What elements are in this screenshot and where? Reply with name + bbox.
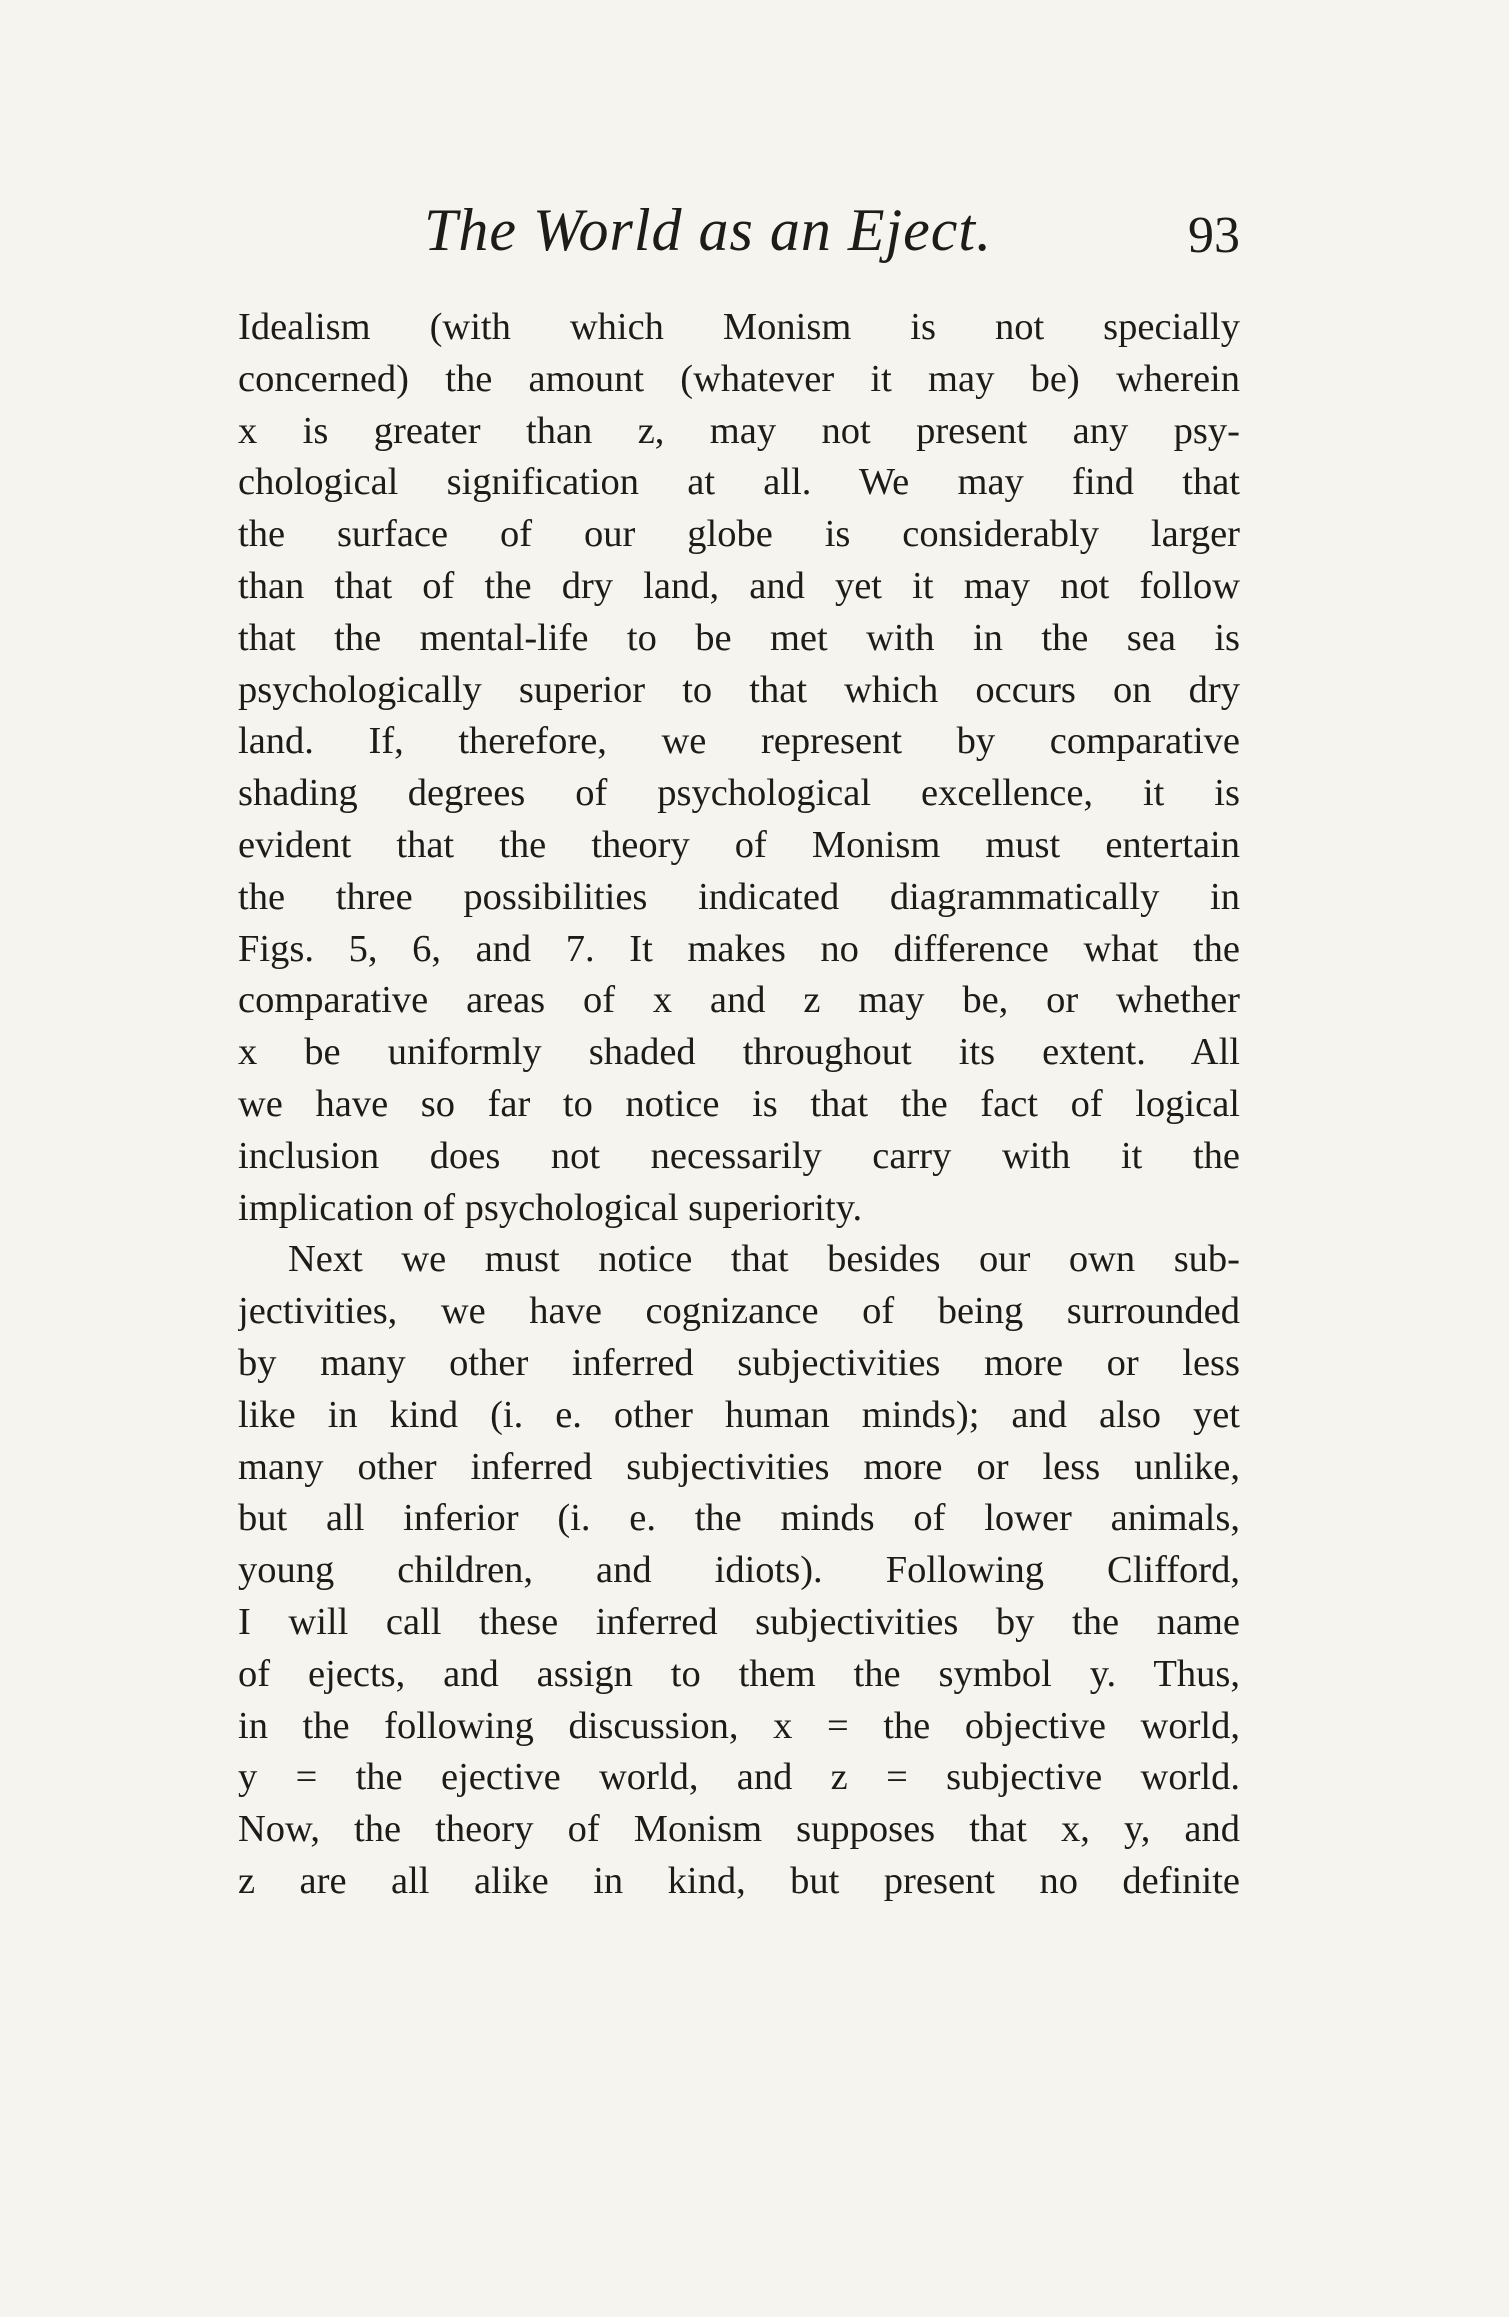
text-line: the surface of our globe is considerably larger (238, 513, 1240, 556)
paragraph-2 (238, 1234, 1240, 1907)
text-line: implication of psychological superiority. (238, 1186, 863, 1229)
text-line: Now, the theory of Monism supposes that x, y, and (238, 1808, 1240, 1851)
text-line: we have so far to notice is that the fact of logical (238, 1082, 1240, 1125)
paragraph-1 (238, 302, 1240, 1234)
text-line: inclusion does not necessarily carry with it the (238, 1134, 1240, 1177)
text-line: comparative areas of x and z may be, or whether (238, 979, 1240, 1022)
text-line: jectivities, we have cognizance of being surrounded (238, 1290, 1240, 1333)
text-line: Figs. 5, 6, and 7. It makes no difference what the (238, 927, 1240, 970)
text-line: z are all alike in kind, but present no definite (238, 1859, 1240, 1902)
text-line: psychologically superior to that which occurs on dry (238, 668, 1240, 711)
text-line: in the following discussion, x = the objective world, (238, 1704, 1240, 1747)
text-line: shading degrees of psychological excellence, it is (238, 772, 1240, 815)
text-line: Idealism (with which Monism is not specially (238, 306, 1240, 348)
text-line: than that of the dry land, and yet it may not follow (238, 564, 1240, 607)
text-line: that the mental-life to be met with in the sea is (238, 616, 1240, 659)
body-text (238, 302, 1240, 1908)
text-line: I will call these inferred subjectivities by the name (238, 1600, 1240, 1643)
text-line: Next we must notice that besides our own sub- (288, 1238, 1240, 1281)
text-line: many other inferred subjectivities more or less unlike, (238, 1445, 1240, 1488)
text-line: by many other inferred subjectivities more or less (238, 1341, 1240, 1384)
text-line: the three possibilities indicated diagrammatically in (238, 875, 1240, 918)
text-line: chological signification at all. We may find that (238, 461, 1240, 504)
text-line: land. If, therefore, we represent by comparative (238, 720, 1240, 763)
text-line: y = the ejective world, and z = subjective world. (238, 1756, 1240, 1799)
text-line: x be uniformly shaded throughout its extent. All (238, 1031, 1240, 1074)
text-line: concerned) the amount (whatever it may be) wherein (238, 357, 1240, 400)
running-header (240, 196, 1240, 276)
running-title: The World as an Eject. (424, 197, 993, 263)
text-line: x is greater than z, may not present any psy- (238, 409, 1240, 452)
text-line: like in kind (i. e. other human minds); and also yet (238, 1393, 1240, 1436)
text-line: young children, and idiots). Following Clifford, (238, 1549, 1240, 1592)
page-number: 93 (1188, 207, 1240, 264)
text-line: but all inferior (i. e. the minds of lower animals, (238, 1497, 1240, 1540)
text-line: evident that the theory of Monism must entertain (238, 823, 1240, 866)
text-line: of ejects, and assign to them the symbol y. Thus, (238, 1652, 1240, 1695)
